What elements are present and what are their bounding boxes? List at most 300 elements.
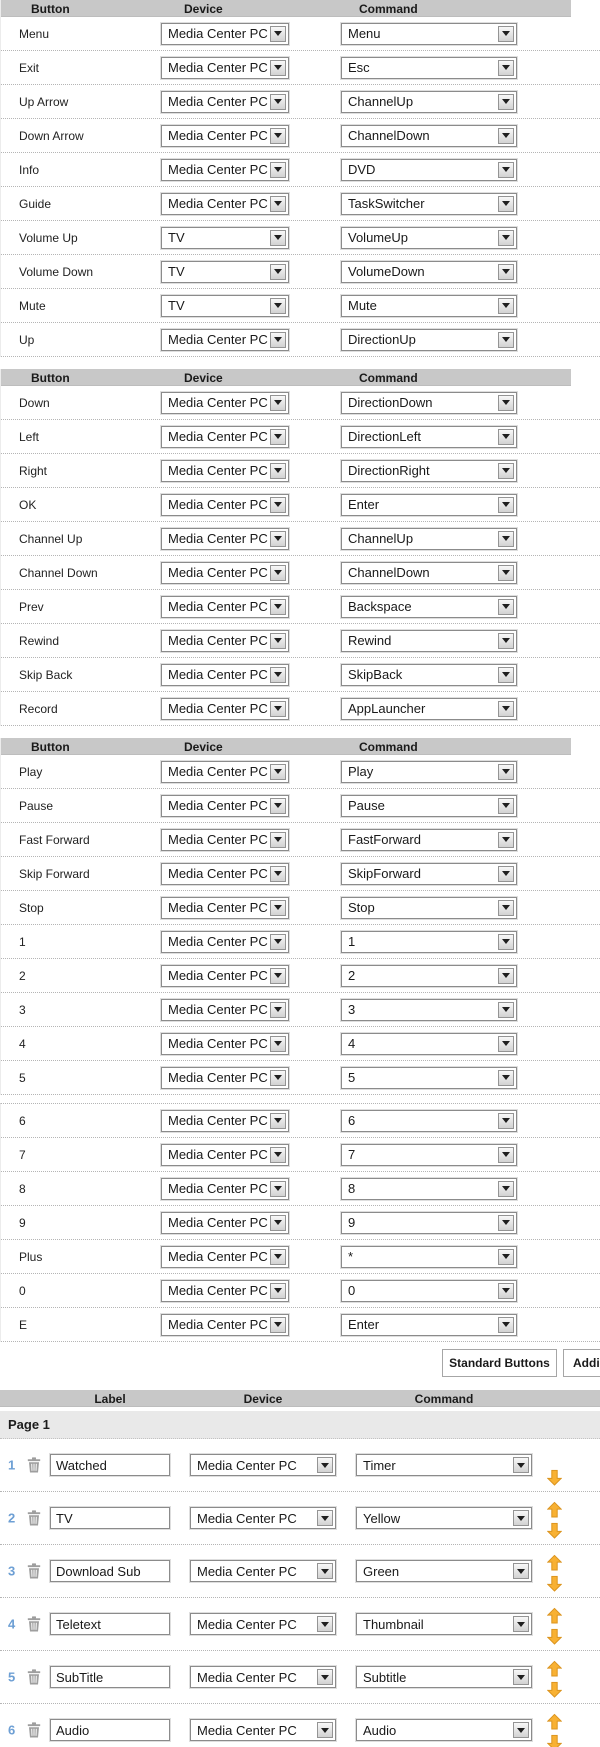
device-select[interactable] (161, 596, 289, 618)
device-select[interactable] (161, 1280, 289, 1302)
command-select-value: Pause (348, 798, 385, 813)
column-header-button: Button (31, 740, 70, 754)
device-select-value: Media Center PC (168, 764, 268, 779)
device-select[interactable] (161, 1110, 289, 1132)
command-select[interactable] (341, 795, 517, 817)
chevron-down-icon (270, 1283, 286, 1299)
trash-icon[interactable] (27, 1722, 41, 1738)
device-select[interactable] (161, 931, 289, 953)
additional-button-row (0, 1545, 600, 1598)
command-select[interactable] (341, 698, 517, 720)
command-select[interactable] (341, 1067, 517, 1089)
button-mapping-row (1, 755, 600, 789)
button-name-label: 1 (19, 934, 26, 949)
device-select-value: Media Center PC (168, 196, 268, 211)
column-header-device: Device (243, 1392, 283, 1406)
column-header-device: Device (184, 740, 223, 754)
chevron-down-icon (498, 298, 514, 314)
button-mapping-row (1, 692, 600, 726)
button-name-label: Channel Up (19, 531, 83, 546)
device-select-value: Media Center PC (168, 667, 268, 682)
button-name-label: Fast Forward (19, 832, 90, 847)
tab-standard-buttons[interactable]: Standard Buttons (442, 1349, 557, 1377)
command-select[interactable] (341, 931, 517, 953)
device-select[interactable] (161, 999, 289, 1021)
chevron-down-icon (498, 162, 514, 178)
button-name-label: 7 (19, 1147, 26, 1162)
device-select-value: Media Center PC (168, 94, 268, 109)
chevron-down-icon (270, 701, 286, 717)
button-name-label: Mute (19, 298, 46, 313)
chevron-down-icon (513, 1669, 529, 1685)
button-mapping-row (1, 789, 600, 823)
device-select-value: Media Center PC (168, 1215, 268, 1230)
trash-icon[interactable] (27, 1510, 41, 1526)
command-select-value: Audio (363, 1722, 397, 1738)
device-select[interactable] (161, 829, 289, 851)
command-select[interactable] (341, 965, 517, 987)
up-arrow-icon[interactable] (547, 1502, 562, 1518)
command-select-value: DirectionUp (348, 332, 416, 347)
button-name-label: 8 (19, 1181, 26, 1196)
chevron-down-icon (270, 1317, 286, 1333)
button-mapping-row (1, 386, 600, 420)
device-select[interactable] (161, 1067, 289, 1089)
table-header (1, 369, 571, 386)
button-name-label: Down (19, 395, 50, 410)
up-arrow-icon[interactable] (547, 1608, 562, 1624)
device-select[interactable] (190, 1613, 336, 1635)
chevron-down-icon (498, 1249, 514, 1265)
command-select-value: Rewind (348, 633, 392, 648)
command-select-value: Mute (348, 298, 377, 313)
button-name-label: 6 (19, 1113, 26, 1128)
command-select[interactable] (341, 91, 517, 113)
button-mapping-row (1, 119, 600, 153)
additional-button-row (0, 1704, 600, 1747)
command-select[interactable] (341, 562, 517, 584)
button-name-label: Channel Down (19, 565, 98, 580)
chevron-down-icon (270, 1002, 286, 1018)
label-input[interactable] (50, 1719, 170, 1741)
chevron-down-icon (270, 1113, 286, 1129)
chevron-down-icon (513, 1616, 529, 1632)
button-mapping-row (1, 857, 600, 891)
command-select-value: 2 (348, 968, 356, 983)
device-select[interactable] (161, 227, 289, 249)
button-mapping-row (1, 1104, 600, 1138)
device-select[interactable] (161, 528, 289, 550)
button-name-label: Pause (19, 798, 54, 813)
additional-button-row (0, 1651, 600, 1704)
chevron-down-icon (270, 565, 286, 581)
button-name-label: Menu (19, 26, 50, 41)
down-arrow-icon[interactable] (547, 1735, 562, 1747)
device-select[interactable] (161, 1212, 289, 1234)
button-mapping-row (1, 187, 600, 221)
chevron-down-icon (270, 60, 286, 76)
device-select[interactable] (161, 392, 289, 414)
button-name-label: Play (19, 764, 43, 779)
up-arrow-icon[interactable] (547, 1555, 562, 1571)
button-mapping-row (1, 1061, 600, 1095)
button-mapping-row (1, 488, 600, 522)
command-select-value: Enter (348, 497, 380, 512)
button-name-label: Info (19, 162, 40, 177)
row-number: 5 (8, 1669, 16, 1685)
command-select-value: ChannelUp (348, 531, 414, 546)
command-select[interactable] (341, 1033, 517, 1055)
chevron-down-icon (270, 531, 286, 547)
row-number: 4 (8, 1616, 16, 1632)
chevron-down-icon (270, 264, 286, 280)
chevron-down-icon (498, 667, 514, 683)
button-mapping-row (1, 1027, 600, 1061)
command-select[interactable] (341, 528, 517, 550)
chevron-down-icon (498, 1113, 514, 1129)
reorder-arrows (547, 1449, 562, 1486)
button-name-label: 5 (19, 1070, 26, 1085)
device-select-value: Media Center PC (168, 531, 268, 546)
chevron-down-icon (270, 298, 286, 314)
device-select[interactable] (161, 897, 289, 919)
command-select[interactable] (341, 897, 517, 919)
reorder-arrows (547, 1608, 562, 1645)
command-select[interactable] (341, 261, 517, 283)
device-select-value: Media Center PC (168, 1283, 268, 1298)
additional-button-row (0, 1598, 600, 1651)
command-select-value: Thumbnail (363, 1616, 424, 1632)
device-select-value: Media Center PC (168, 1002, 268, 1017)
button-name-label: Volume Up (19, 230, 78, 245)
command-select[interactable] (356, 1613, 532, 1635)
button-name-label: Up (19, 332, 35, 347)
button-name-label: Exit (19, 60, 40, 75)
down-arrow-icon[interactable] (547, 1682, 562, 1698)
chevron-down-icon (270, 497, 286, 513)
command-select[interactable] (341, 57, 517, 79)
command-select-value: 3 (348, 1002, 356, 1017)
button-name-label: Prev (19, 599, 44, 614)
device-select[interactable] (161, 295, 289, 317)
command-select[interactable] (356, 1719, 532, 1741)
device-select[interactable] (161, 965, 289, 987)
chevron-down-icon (498, 128, 514, 144)
chevron-down-icon (498, 1070, 514, 1086)
chevron-down-icon (317, 1510, 333, 1526)
command-select[interactable] (341, 1144, 517, 1166)
device-select[interactable] (161, 630, 289, 652)
device-select[interactable] (161, 57, 289, 79)
command-select-value: DirectionDown (348, 395, 433, 410)
chevron-down-icon (270, 633, 286, 649)
label-input[interactable] (50, 1560, 170, 1582)
button-mapping-row (1, 1240, 600, 1274)
label-input[interactable] (50, 1507, 170, 1529)
command-select[interactable] (341, 1110, 517, 1132)
command-select-value: Timer (363, 1457, 396, 1473)
button-name-label: Guide (19, 196, 52, 211)
button-name-label: 3 (19, 1002, 26, 1017)
device-select-value: Media Center PC (168, 900, 268, 915)
command-select[interactable] (341, 494, 517, 516)
device-select-value: Media Center PC (168, 497, 268, 512)
chevron-down-icon (270, 798, 286, 814)
column-header-device: Device (184, 371, 223, 385)
chevron-down-icon (270, 968, 286, 984)
label-input[interactable] (50, 1666, 170, 1688)
chevron-down-icon (270, 866, 286, 882)
button-mapping-row (1, 85, 600, 119)
trash-icon[interactable] (27, 1669, 41, 1685)
tab-additional-buttons[interactable]: Addi (563, 1349, 600, 1377)
device-select-value: Media Center PC (168, 1036, 268, 1051)
chevron-down-icon (317, 1563, 333, 1579)
command-select[interactable] (341, 125, 517, 147)
button-name-label: Rewind (19, 633, 60, 648)
chevron-down-icon (513, 1510, 529, 1526)
device-select[interactable] (161, 1178, 289, 1200)
command-select[interactable] (341, 392, 517, 414)
command-select[interactable] (341, 193, 517, 215)
command-select-value: VolumeUp (348, 230, 408, 245)
command-select[interactable] (341, 329, 517, 351)
standard-table (0, 0, 600, 357)
command-select-value: 5 (348, 1070, 356, 1085)
column-header-command: Command (359, 740, 418, 754)
button-name-label: Stop (19, 900, 44, 915)
up-arrow-icon[interactable] (547, 1661, 562, 1677)
command-select[interactable] (356, 1507, 532, 1529)
command-select[interactable] (341, 999, 517, 1021)
chevron-down-icon (498, 1283, 514, 1299)
command-select[interactable] (341, 426, 517, 448)
device-select[interactable] (161, 1314, 289, 1336)
command-select-value: Yellow (363, 1510, 401, 1526)
device-select[interactable] (161, 460, 289, 482)
down-arrow-icon[interactable] (547, 1470, 562, 1486)
chevron-down-icon (317, 1616, 333, 1632)
chevron-down-icon (270, 1147, 286, 1163)
chevron-down-icon (498, 764, 514, 780)
device-select-value: TV (168, 298, 185, 313)
command-select[interactable] (341, 1280, 517, 1302)
chevron-down-icon (498, 196, 514, 212)
chevron-down-icon (498, 866, 514, 882)
chevron-down-icon (270, 1249, 286, 1265)
device-select-value: Media Center PC (168, 395, 268, 410)
chevron-down-icon (270, 429, 286, 445)
button-name-label: 2 (19, 968, 26, 983)
device-select-value: Media Center PC (168, 60, 268, 75)
button-name-label: Left (19, 429, 40, 444)
command-select[interactable] (341, 863, 517, 885)
command-select[interactable] (341, 460, 517, 482)
device-select[interactable] (161, 1246, 289, 1268)
tab-row (0, 1347, 600, 1381)
chevron-down-icon (498, 565, 514, 581)
device-select-value: Media Center PC (168, 1317, 268, 1332)
button-mapping-row (1, 925, 600, 959)
command-select[interactable] (341, 664, 517, 686)
device-select[interactable] (190, 1666, 336, 1688)
command-select-value: ChannelDown (348, 128, 430, 143)
command-select[interactable] (341, 596, 517, 618)
device-select[interactable] (161, 494, 289, 516)
command-select-value: 8 (348, 1181, 356, 1196)
device-select-value: Media Center PC (168, 934, 268, 949)
device-select[interactable] (190, 1454, 336, 1476)
device-select[interactable] (190, 1719, 336, 1741)
chevron-down-icon (270, 934, 286, 950)
device-select[interactable] (190, 1507, 336, 1529)
command-select[interactable] (356, 1666, 532, 1688)
button-mapping-row (1, 993, 600, 1027)
chevron-down-icon (498, 1002, 514, 1018)
chevron-down-icon (498, 429, 514, 445)
chevron-down-icon (270, 667, 286, 683)
chevron-down-icon (270, 1215, 286, 1231)
chevron-down-icon (498, 60, 514, 76)
device-select-value: TV (168, 264, 185, 279)
device-select[interactable] (161, 1144, 289, 1166)
button-name-label: Record (19, 701, 58, 716)
device-select[interactable] (161, 91, 289, 113)
button-mapping-row (1, 891, 600, 925)
command-select[interactable] (341, 1178, 517, 1200)
device-select-value: Media Center PC (168, 162, 268, 177)
label-input[interactable] (50, 1613, 170, 1635)
command-select-value: SkipBack (348, 667, 403, 682)
reorder-arrows (547, 1502, 562, 1539)
device-select[interactable] (161, 664, 289, 686)
additional-button-row (0, 1492, 600, 1545)
chevron-down-icon (270, 128, 286, 144)
device-select[interactable] (190, 1560, 336, 1582)
row-number: 6 (8, 1722, 16, 1738)
button-mapping-row (1, 323, 600, 357)
trash-icon[interactable] (27, 1457, 41, 1473)
reorder-arrows (547, 1555, 562, 1592)
device-select-value: TV (168, 230, 185, 245)
trash-icon[interactable] (27, 1616, 41, 1632)
command-select-value: DirectionRight (348, 463, 430, 478)
button-name-label: Right (19, 463, 48, 478)
device-select[interactable] (161, 1033, 289, 1055)
table-header (1, 738, 571, 755)
device-select-value: Media Center PC (197, 1457, 297, 1473)
button-mapping-row (1, 153, 600, 187)
device-select[interactable] (161, 795, 289, 817)
device-select[interactable] (161, 125, 289, 147)
device-select[interactable] (161, 562, 289, 584)
device-select-value: Media Center PC (168, 968, 268, 983)
command-select[interactable] (341, 630, 517, 652)
down-arrow-icon[interactable] (547, 1576, 562, 1592)
additional-button-row (0, 1439, 600, 1492)
chevron-down-icon (270, 900, 286, 916)
device-select-value: Media Center PC (197, 1722, 297, 1738)
command-select[interactable] (341, 227, 517, 249)
command-select-value: 7 (348, 1147, 356, 1162)
button-mapping-row (1, 51, 600, 85)
chevron-down-icon (270, 764, 286, 780)
button-name-label: Down Arrow (19, 128, 84, 143)
device-select-value: Media Center PC (168, 798, 268, 813)
device-select-value: Media Center PC (197, 1669, 297, 1685)
command-select[interactable] (341, 23, 517, 45)
row-number: 2 (8, 1510, 16, 1526)
command-select[interactable] (341, 159, 517, 181)
down-arrow-icon[interactable] (547, 1629, 562, 1645)
command-select[interactable] (341, 761, 517, 783)
chevron-down-icon (498, 264, 514, 280)
button-name-label: 4 (19, 1036, 26, 1051)
button-name-label: 0 (19, 1283, 26, 1298)
device-select[interactable] (161, 261, 289, 283)
device-select-value: Media Center PC (168, 633, 268, 648)
down-arrow-icon[interactable] (547, 1523, 562, 1539)
command-select[interactable] (341, 295, 517, 317)
chevron-down-icon (498, 497, 514, 513)
button-mapping-row (1, 420, 600, 454)
command-select-value: 9 (348, 1215, 356, 1230)
device-select[interactable] (161, 698, 289, 720)
command-select[interactable] (341, 1246, 517, 1268)
chevron-down-icon (270, 230, 286, 246)
command-select[interactable] (356, 1454, 532, 1476)
label-input[interactable] (50, 1454, 170, 1476)
device-select[interactable] (161, 426, 289, 448)
device-select[interactable] (161, 159, 289, 181)
command-select-value: Stop (348, 900, 375, 915)
button-mapping-row (1, 959, 600, 993)
command-select-value: Enter (348, 1317, 380, 1332)
up-arrow-icon[interactable] (547, 1714, 562, 1730)
button-mapping-row (1, 255, 600, 289)
device-select-value: Media Center PC (197, 1563, 297, 1579)
button-name-label: OK (19, 497, 37, 512)
table-header (1, 0, 571, 17)
command-select[interactable] (341, 1314, 517, 1336)
button-name-label: Volume Down (19, 264, 94, 279)
chevron-down-icon (498, 531, 514, 547)
chevron-down-icon (513, 1457, 529, 1473)
command-select-value: Subtitle (363, 1669, 407, 1685)
chevron-down-icon (513, 1563, 529, 1579)
device-select[interactable] (161, 23, 289, 45)
chevron-down-icon (498, 934, 514, 950)
chevron-down-icon (498, 395, 514, 411)
command-select[interactable] (356, 1560, 532, 1582)
device-select[interactable] (161, 761, 289, 783)
chevron-down-icon (498, 968, 514, 984)
device-select[interactable] (161, 329, 289, 351)
command-select[interactable] (341, 1212, 517, 1234)
chevron-down-icon (498, 900, 514, 916)
trash-icon[interactable] (27, 1563, 41, 1579)
device-select[interactable] (161, 193, 289, 215)
chevron-down-icon (270, 26, 286, 42)
button-mapping-row (1, 289, 600, 323)
chevron-down-icon (498, 701, 514, 717)
device-select-value: Media Center PC (168, 26, 268, 41)
button-mapping-row (1, 556, 600, 590)
device-select-value: Media Center PC (168, 429, 268, 444)
command-select-value: FastForward (348, 832, 421, 847)
command-select[interactable] (341, 829, 517, 851)
device-select[interactable] (161, 863, 289, 885)
